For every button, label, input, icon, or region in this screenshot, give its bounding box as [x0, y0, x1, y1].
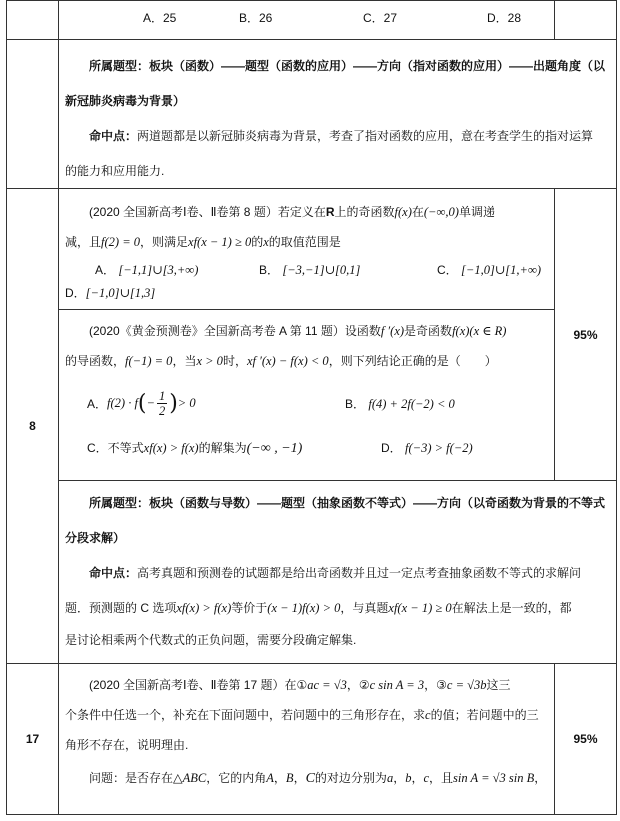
q1-option-a: A． [−1,1]∪[3,+∞): [95, 263, 199, 277]
fraction: $\frac{1}{2}$: [158, 388, 166, 418]
q2-option-d: D． f(−3) > f(−2): [381, 441, 473, 455]
table-row-prev-analysis: 所属题型：板块（函数）——题型（函数的应用）——方向（指对函数的应用）——出题角度（以 新冠肺炎病毒为背景） 命中点：两道题都是以新冠肺炎病毒为背景，考查了指对函数的应用，意在考查学生的指对运算 的能力和应用能力.: [7, 40, 617, 189]
analysis-8: 所属题型：板块（函数与导数）——题型（抽象函数不等式）——方向（以奇函数为背景的不等式 分段求解） 命中点：高考真题和预测卷的试题都是给出奇函数并且过一定点考查抽象函数不等式的求解问 题．预测题的 C 选项xf(x) > f(x)等价于(x − 1)f(x) > 0，与真题xf(x − 1) ≥ 0在解法上是一致的，都 是讨论相乘两个代数式的正负问题，需要分段确定解集.: [59, 481, 617, 664]
q1-option-c: C． [−1,0]∪[1,+∞): [437, 263, 542, 277]
table-row-8: [7, 189, 617, 310]
q2-option-c: C．不等式xf(x) > f(x)的解集为(−∞ , −1): [87, 441, 303, 456]
answer-options: [59, 1, 554, 35]
comparison-table: [6, 0, 617, 815]
hit-line: 命中点：两道题都是以新冠肺炎病毒为背景，考查了指对函数的应用，意在考查学生的指对运算: [89, 129, 594, 143]
option-c: C．27: [363, 11, 398, 25]
hit-rate-17: 95%: [555, 664, 617, 815]
type-line: 所属题型：板块（函数）——题型（函数的应用）——方向（指对函数的应用）——出题角度（以: [89, 59, 606, 73]
option-b: B．26: [239, 11, 273, 25]
question-1: (2020 全国新高考Ⅰ卷、Ⅱ卷第 8 题）若定义在R上的奇函数f(x)在(−∞,0)单调递 减，且f(2) = 0，则满足xf(x − 1) ≥ 0的x的取值范围是 A． [−1,1]∪[3,+∞) B． [−3,−1]∪[0,1] C． [−1,0]∪[1,+∞) D．[−1,0]∪[1,3]: [59, 189, 555, 310]
hit-label: 命中点：: [89, 129, 138, 143]
question-17: (2020 全国新高考Ⅰ卷、Ⅱ卷第 17 题）在①ac = √3，②c sin A = 3，③c = √3b这三 个条件中任选一个，补充在下面问题中，若问题中的三角形存在，求c的值；若问题中的三 角形不存在，说明理由. 问题：是否存在△ABC，它的内角A，B，C的对边分别为a，b，c，且sin A = √3 sin B，: [59, 664, 555, 815]
table-row-17: [7, 664, 617, 815]
question-2: (2020《黄金预测卷》全国新高考卷 A 第 11 题）设函数f ′(x)是奇函数f(x)(x ∈ R) 的导函数，f(−1) = 0，当x > 0时，xf ′(x) − f(x) < 0，则下列结论正确的是（ ） A． f(2) · f ( − $\frac{1}{2}$ ) > 0 B． f(4) + 2f(−2) < 0 C．不等式xf(x) > f(x)的解集为(−∞ , −1) D． f(−3) > f(−2): [59, 310, 555, 481]
row-number-17: 17: [7, 664, 59, 815]
paren-open: (: [137, 390, 147, 416]
q2-option-b: B． f(4) + 2f(−2) < 0: [345, 396, 455, 411]
type-label: 所属题型：: [89, 59, 150, 73]
option-d: D．28: [487, 11, 522, 25]
hit-rate-8: 95%: [555, 189, 617, 481]
q1-option-d: D．[−1,0]∪[1,3]: [65, 286, 156, 300]
q1-option-b: B． [−3,−1]∪[0,1]: [259, 263, 361, 277]
type-line-8: 所属题型：板块（函数与导数）——题型（抽象函数不等式）——方向（以奇函数为背景的不等式: [89, 496, 606, 510]
table-row-prev: [7, 1, 617, 40]
paren-close: ): [169, 390, 178, 416]
row-number-8: 8: [7, 189, 59, 664]
q2-option-a: A． f(2) · f ( − $\frac{1}{2}$ ) > 0: [87, 388, 196, 418]
hit-line-8: 命中点：高考真题和预测卷的试题都是给出奇函数并且过一定点考查抽象函数不等式的求解问: [89, 566, 582, 580]
option-a: A．25: [143, 11, 177, 25]
